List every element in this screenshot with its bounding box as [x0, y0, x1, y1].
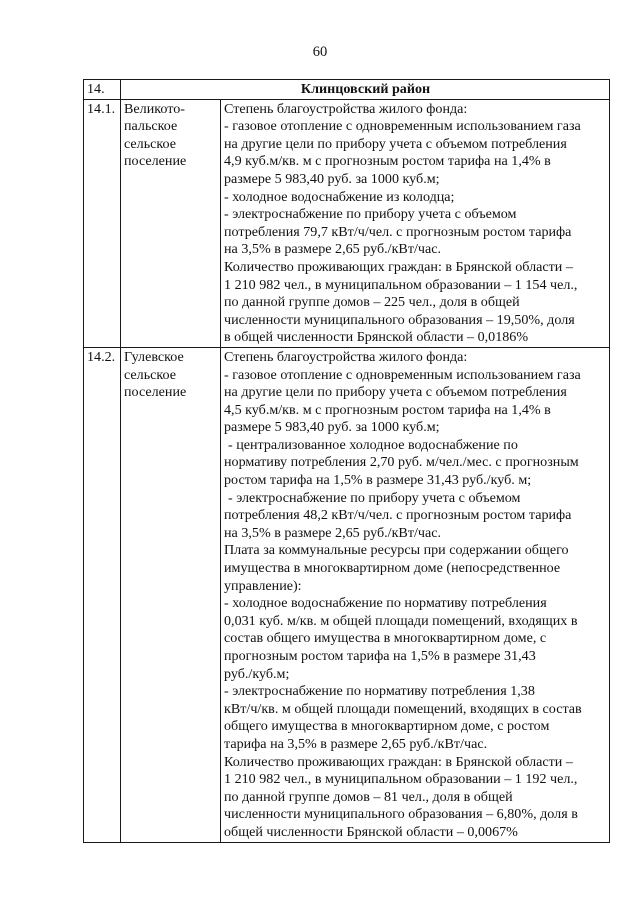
- description-line: - холодное водоснабжение из колодца;: [224, 188, 455, 205]
- settlement-name-line: поселение: [124, 384, 187, 401]
- description-line: размере 5 983,40 руб. за 1000 куб.м;: [224, 419, 440, 436]
- description-line: по данной группе домов – 225 чел., доля в общей: [224, 294, 520, 311]
- description-line: потребления 48,2 кВт/ч/чел. с прогнозным ростом тарифа: [224, 507, 572, 524]
- row-number: 14.1.: [84, 99, 121, 347]
- district-number: 14.: [84, 80, 121, 100]
- description-line: кВт/ч/кв. м общей площади помещений, входящих в состав: [224, 700, 582, 717]
- settlement-name-line: пальское: [124, 118, 178, 135]
- row-number: 14.2.: [84, 347, 121, 842]
- description-line: 1 210 982 чел., в муниципальном образовании – 1 154 чел.,: [224, 276, 578, 293]
- description-line: в общей численности Брянской области – 0,0186%: [224, 329, 529, 346]
- description-line: - газовое отопление с одновременным использованием газа: [224, 118, 581, 135]
- settlement-row: [84, 99, 610, 347]
- settlement-name-line: сельское: [124, 366, 177, 383]
- description-line: Количество проживающих граждан: в Брянской области –: [224, 753, 573, 770]
- description-line: - газовое отопление с одновременным использованием газа: [224, 366, 581, 383]
- description-line: имущества в многоквартирном доме (непосредственное: [224, 560, 561, 577]
- description-line: 4,5 куб.м/кв. м с прогнозным ростом тарифа на 1,4% в: [224, 401, 551, 418]
- description-line: Количество проживающих граждан: в Брянской области –: [224, 258, 573, 275]
- description-line: - электроснабжение по прибору учета с объемом: [224, 206, 517, 223]
- description-line: - электроснабжение по прибору учета с объемом: [228, 489, 521, 506]
- description-line: на 3,5% в размере 2,65 руб./кВт/час.: [224, 524, 442, 541]
- description-line: на 3,5% в размере 2,65 руб./кВт/час.: [224, 241, 442, 258]
- tariff-table: [83, 79, 610, 843]
- description-line: - холодное водоснабжение по нормативу потребления: [224, 595, 547, 612]
- settlement-row: [84, 347, 610, 842]
- description-line: на другие цели по прибору учета с объемом потребления: [224, 135, 567, 152]
- settlement-name: [121, 99, 221, 347]
- description-line: численности муниципального образования – 6,80%, доля в: [224, 806, 578, 823]
- description-line: нормативу потребления 2,70 руб. м/чел./мес. с прогнозным: [224, 454, 579, 471]
- page-number: 60: [312, 44, 328, 60]
- description-line: размере 5 983,40 руб. за 1000 куб.м;: [224, 170, 440, 187]
- description-line: Плата за коммунальные ресурсы при содержании общего: [224, 542, 569, 559]
- district-heading-row: [84, 80, 610, 100]
- description-line: руб./куб.м;: [224, 665, 290, 682]
- description-line: - централизованное холодное водоснабжение по: [228, 436, 518, 453]
- description-line: состав общего имущества в многоквартирном доме, с: [224, 630, 547, 647]
- description-line: - электроснабжение по нормативу потребления 1,38: [224, 683, 535, 700]
- district-title: Клинцовский район: [121, 80, 610, 100]
- settlement-name-line: сельское: [124, 135, 177, 152]
- description-line: тарифа на 3,5% в размере 2,65 руб./кВт/час.: [224, 735, 488, 752]
- description-line: Степень благоустройства жилого фонда:: [224, 348, 468, 365]
- description-line: 4,9 куб.м/кв. м с прогнозным ростом тарифа на 1,4% в: [224, 153, 551, 170]
- description-line: на другие цели по прибору учета с объемом потребления: [224, 384, 567, 401]
- description-line: численности муниципального образования – 19,50%, доля: [224, 311, 575, 328]
- settlement-name: [121, 347, 221, 842]
- description-line: Степень благоустройства жилого фонда:: [224, 100, 468, 117]
- description-line: по данной группе домов – 81 чел., доля в общей: [224, 788, 513, 805]
- description-line: прогнозным ростом тарифа на 1,5% в размере 31,43: [224, 648, 536, 664]
- description-line: управление):: [224, 577, 302, 594]
- description-line: общего имущества в многоквартирном доме, с ростом: [224, 718, 550, 735]
- description-line: ростом тарифа на 1,5% в размере 31,43 руб./куб. м;: [224, 472, 532, 489]
- settlement-name-line: Гулевское: [124, 348, 184, 365]
- settlement-description: [221, 347, 610, 842]
- description-line: общей численности Брянской области – 0,0067%: [224, 823, 518, 840]
- description-line: 0,031 куб. м/кв. м общей площади помещений, входящих в: [224, 612, 578, 629]
- description-line: 1 210 982 чел., в муниципальном образовании – 1 192 чел.,: [224, 771, 578, 788]
- description-line: потребления 79,7 кВт/ч/чел. с прогнозным ростом тарифа: [224, 223, 572, 240]
- settlement-description: [221, 99, 610, 347]
- settlement-name-line: поселение: [124, 153, 187, 170]
- settlement-name-line: Великото-: [124, 100, 185, 117]
